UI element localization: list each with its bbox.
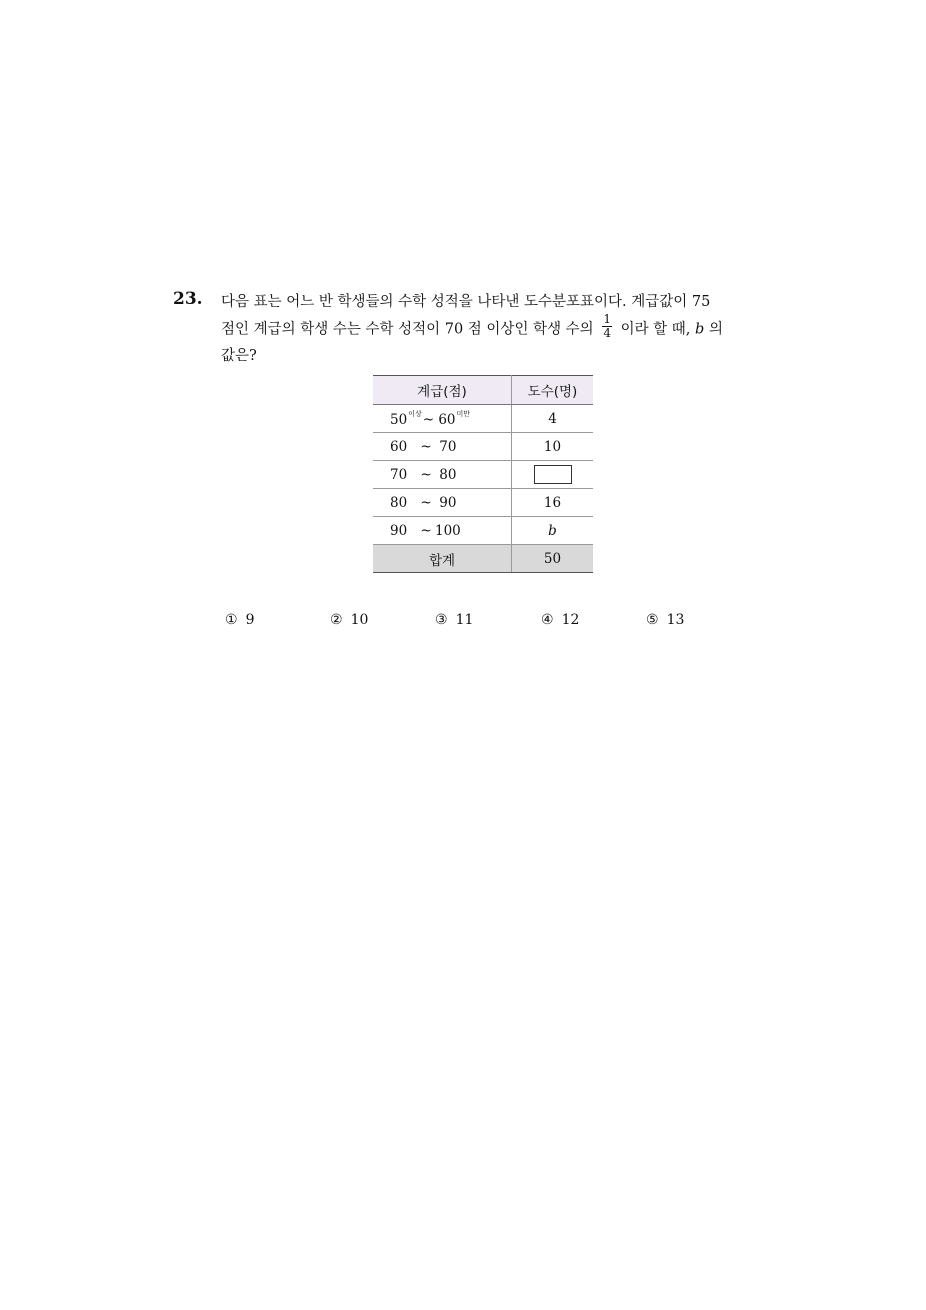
table-row: [373, 405, 593, 433]
blank-answer-box: [534, 465, 572, 484]
class-from: 90: [390, 522, 408, 539]
class-from-note: 이상: [408, 410, 422, 418]
class-tilde: ~: [420, 466, 432, 483]
choice-4[interactable]: [541, 612, 579, 628]
header-class: 계급(점): [373, 376, 512, 405]
question-variable: b: [695, 321, 705, 338]
choice-value: 11: [455, 612, 474, 628]
table-row: [373, 433, 593, 461]
class-to: 80: [439, 466, 457, 483]
choice-value: 9: [245, 612, 255, 628]
class-from: 80: [390, 494, 408, 511]
class-to: 90: [439, 494, 457, 511]
class-interval: [373, 405, 512, 433]
frequency-value: b: [512, 517, 594, 545]
question-line-1: 다음 표는 어느 반 학생들의 수학 성적을 나타낸 도수분포표이다. 계급값이 75: [221, 294, 711, 310]
class-tilde: ~: [422, 412, 435, 428]
class-interval: [373, 489, 512, 517]
frequency-value: [512, 461, 594, 489]
choice-1[interactable]: [225, 612, 254, 628]
question-line-2-after: 이라 할 때,: [620, 321, 691, 338]
choice-mark: ④: [541, 612, 554, 628]
class-to-note: 미만: [456, 410, 471, 418]
total-label: 합계: [373, 545, 512, 573]
choice-5[interactable]: [646, 612, 684, 628]
frequency-value: 16: [512, 489, 594, 517]
frequency-value: 10: [512, 433, 594, 461]
class-tilde: ~: [420, 438, 432, 455]
question-line-2: [221, 312, 723, 343]
choice-mark: ③: [435, 612, 448, 628]
question-line-2-end: 의: [708, 321, 723, 338]
class-from: 70: [390, 466, 408, 483]
class-to: 60: [438, 412, 456, 428]
table-row: [373, 517, 593, 545]
question-line-3: 값은?: [221, 348, 257, 364]
class-from: 60: [390, 438, 408, 455]
table-row: [373, 489, 593, 517]
table-header-row: [373, 376, 593, 405]
class-interval: [373, 433, 512, 461]
choice-value: 10: [350, 612, 369, 628]
frequency-table: [373, 375, 593, 573]
class-to: 70: [439, 438, 457, 455]
choice-3[interactable]: [435, 612, 473, 628]
fraction-numerator: 1: [603, 312, 611, 326]
total-row: [373, 545, 593, 573]
choice-value: 13: [666, 612, 685, 628]
class-interval: [373, 461, 512, 489]
class-tilde: ~: [420, 494, 432, 511]
header-frequency: 도수(명): [512, 376, 594, 405]
total-value: 50: [512, 545, 594, 573]
choice-mark: ①: [225, 612, 238, 628]
fraction: [602, 313, 612, 340]
class-tilde: ~: [420, 522, 432, 539]
question-line-2-text: 점인 계급의 학생 수는 수학 성적이 70 점 이상인 학생 수의: [221, 321, 594, 338]
frequency-value: 4: [512, 405, 594, 433]
class-from: 50: [390, 412, 408, 428]
class-to: 100: [435, 522, 461, 539]
table-row: [373, 461, 593, 489]
choice-mark: ②: [330, 612, 343, 628]
choice-2[interactable]: [330, 612, 368, 628]
choice-mark: ⑤: [646, 612, 659, 628]
choice-value: 12: [561, 612, 580, 628]
class-interval: [373, 517, 512, 545]
fraction-denominator: 4: [603, 326, 611, 340]
question-number: 23.: [173, 289, 203, 309]
